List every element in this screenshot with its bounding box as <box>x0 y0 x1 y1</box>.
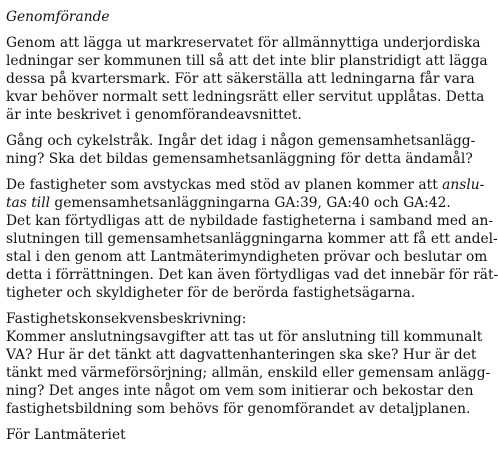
italic-fragment: tas till <box>6 195 51 211</box>
text-fragment: De fastigheter som avstyckas med stöd av planen kommer att <box>6 177 443 193</box>
text-line: ning? Ska det bildas gemensamhetsanläggning för detta ändamål? <box>6 151 473 167</box>
text-line: detta i förrättningen. Det kan även förtydligas vad det innebär för rät- <box>6 267 498 283</box>
text-line <box>6 194 456 212</box>
footer-signature: För Lantmäteriet <box>6 427 126 443</box>
text-line: VA? Hur är det tänkt att dagvattenhanteringen ska ske? Hur är det <box>6 347 477 363</box>
paragraph-konsekvens <box>6 310 491 418</box>
text-line: Det kan förtydligas att de nybildade fastigheterna i samband med an- <box>6 213 494 229</box>
text-line: dessa på kvartersmark. För att säkerställa att ledningarna får vara <box>6 71 475 87</box>
italic-fragment: anslu- <box>442 177 485 193</box>
text-line: Fastighetskonsekvensbeskrivning: <box>6 311 247 327</box>
text-line: tigheter och skyldigheter för de berörda fastighetsägarna. <box>6 285 416 301</box>
text-line: Kommer anslutningsavgifter att tas ut för anslutning till kommunalt <box>6 329 483 345</box>
text-line: är inte beskrivet i genomförandeavsnittet. <box>6 107 302 123</box>
text-line: Genom att lägga ut markreservatet för allmännyttiga underjordiska <box>6 35 481 51</box>
section-heading: Genomförande <box>6 9 110 25</box>
text-line: slutningen till gemensamhetsanläggningarna kommer att få ett andel- <box>6 231 498 247</box>
text-line: ledningar ser kommunen till så att det inte blir planstridigt att lägga <box>6 53 488 69</box>
paragraph-ledningar <box>6 34 488 124</box>
paragraph-fastigheter <box>6 176 498 302</box>
paragraph-gang-cykel <box>6 132 476 168</box>
text-line: tänkt med värmeförsörjning; allmän, enskild eller gemensam anlägg- <box>6 365 491 381</box>
text-line: Gång och cykelstråk. Ingår det idag i någon gemensamhetsanlägg- <box>6 133 476 149</box>
text-fragment: gemensamhetsanläggningarna GA:39, GA:40 och GA:42. <box>50 195 451 211</box>
text-line: kvar behöver normalt sett ledningsrätt eller servitut upplåtas. Detta <box>6 89 485 105</box>
text-line: fastighetsbildning som behövs för genomförandet av detaljplanen. <box>6 401 471 417</box>
text-line: stal i den genom att Lantmäterimyndigheten prövar och beslutar om <box>6 249 488 265</box>
text-line <box>6 176 485 194</box>
text-line: ning? Det anges inte något om vem som initierar och bekostar den <box>6 383 474 399</box>
